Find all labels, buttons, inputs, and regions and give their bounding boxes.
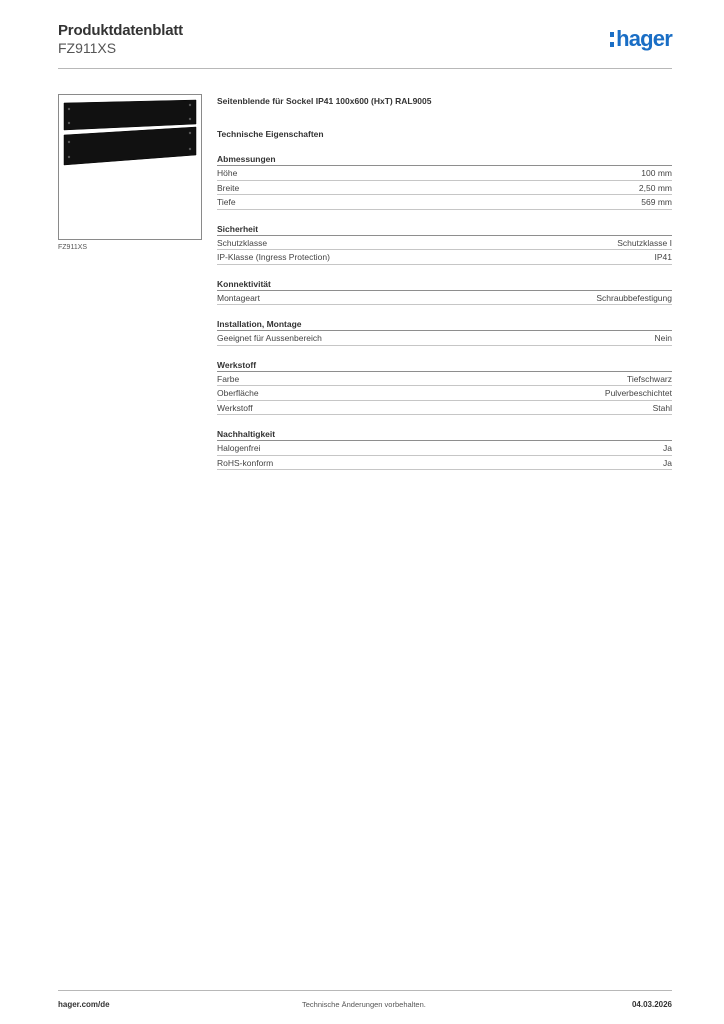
screw-hole — [189, 148, 191, 150]
spec-label: RoHS-konform — [217, 457, 274, 468]
screw-hole — [68, 108, 70, 110]
side-panel-illustration — [59, 95, 201, 239]
spec-groups — [217, 154, 672, 470]
spec-row — [217, 236, 672, 251]
spec-value: Schraubbefestigung — [596, 292, 672, 303]
image-caption: FZ911XS — [58, 244, 88, 251]
screw-hole — [189, 118, 191, 120]
spec-value: IP41 — [654, 252, 672, 262]
spec-value: Nein — [654, 333, 672, 343]
spec-group — [217, 319, 672, 346]
screw-hole — [189, 104, 191, 106]
spec-value: Schutzklasse I — [617, 237, 672, 248]
spec-label: Oberfläche — [217, 388, 259, 398]
spec-label: Montageart — [217, 292, 260, 303]
spec-group — [217, 154, 672, 210]
spec-group-title: Werkstoff — [217, 360, 672, 372]
spec-group — [217, 360, 672, 416]
spec-group — [217, 279, 672, 306]
spec-row — [217, 441, 672, 456]
spec-label: Werkstoff — [217, 402, 253, 413]
spec-group — [217, 224, 672, 265]
page-header — [58, 20, 672, 69]
spec-group-title: Sicherheit — [217, 224, 672, 236]
spec-row — [217, 401, 672, 416]
spec-row — [217, 195, 672, 210]
spec-label: Geeignet für Aussenbereich — [217, 333, 322, 343]
section-heading: Technische Eigenschaften — [217, 129, 324, 139]
spec-value: 100 mm — [641, 168, 672, 178]
spec-label: Schutzklasse — [217, 237, 268, 248]
footer-date: 04.03.2026 — [631, 1000, 672, 1009]
spec-row — [217, 372, 672, 387]
spec-row — [217, 181, 672, 196]
spec-label: IP-Klasse (Ingress Protection) — [217, 252, 330, 262]
footer-website-link[interactable]: hager.com/de — [58, 1000, 110, 1009]
spec-value: Pulverbeschichtet — [604, 388, 672, 398]
spec-group-title: Nachhaltigkeit — [217, 429, 672, 441]
side-panel-upper — [64, 100, 196, 130]
spec-row — [217, 250, 672, 265]
spec-row — [217, 386, 672, 401]
spec-value: Ja — [663, 443, 672, 453]
spec-row — [217, 331, 672, 346]
spec-label: Höhe — [217, 168, 238, 178]
spec-label: Breite — [217, 182, 240, 193]
screw-hole — [68, 122, 70, 124]
spec-label: Halogenfrei — [217, 443, 261, 453]
spec-value: 569 mm — [641, 197, 672, 207]
side-panel-lower — [64, 127, 196, 165]
screw-hole — [68, 156, 70, 158]
footer-notice: Technische Änderungen vorbehalten. — [302, 1000, 426, 1009]
spec-value: Tiefschwarz — [626, 373, 672, 384]
product-image — [58, 94, 202, 240]
spec-group-title: Installation, Montage — [217, 319, 672, 331]
spec-content — [217, 96, 672, 470]
screw-hole — [189, 132, 191, 134]
screw-hole — [68, 141, 70, 143]
spec-value: 2,50 mm — [638, 182, 672, 193]
spec-row — [217, 456, 672, 471]
spec-group-title: Konnektivität — [217, 279, 672, 291]
spec-label: Farbe — [217, 373, 240, 384]
product-description: Seitenblende für Sockel IP41 100x600 (HxT) RAL9005 — [217, 96, 432, 106]
logo-text: hager — [616, 26, 672, 51]
article-number: FZ911XS — [58, 40, 117, 56]
spec-group — [217, 429, 672, 470]
spec-row — [217, 291, 672, 306]
logo-colon-icon — [610, 32, 614, 47]
spec-group-title: Abmessungen — [217, 154, 672, 166]
hager-logo — [610, 26, 672, 52]
spec-label: Tiefe — [217, 197, 236, 207]
spec-row — [217, 166, 672, 181]
page-footer — [58, 990, 672, 1017]
spec-value: Ja — [663, 457, 672, 468]
spec-value: Stahl — [652, 402, 672, 413]
document-title: Produktdatenblatt — [58, 22, 183, 39]
